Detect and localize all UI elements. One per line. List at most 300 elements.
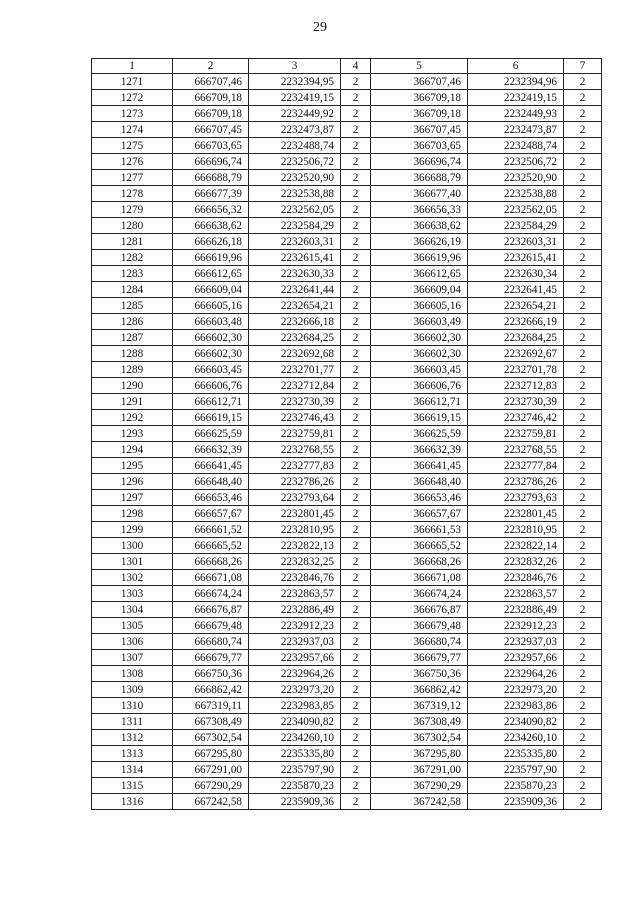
- cell-y-coordinate: 2232654,21: [249, 298, 341, 314]
- cell-x-coordinate: 666641,45: [173, 458, 249, 474]
- cell-accuracy-class: 2: [341, 234, 371, 250]
- cell-point-number: 1280: [92, 218, 173, 234]
- table-row: [92, 666, 602, 682]
- cell-method-code: 2: [564, 266, 602, 282]
- cell-method-code: 2: [564, 362, 602, 378]
- cell-point-number: 1278: [92, 186, 173, 202]
- cell-y-coordinate: 2235909,36: [249, 794, 341, 810]
- cell-point-number: 1298: [92, 506, 173, 522]
- cell-point-number: 1282: [92, 250, 173, 266]
- cell-y-coordinate: 2232488,74: [249, 138, 341, 154]
- table-row: [92, 282, 602, 298]
- cell-point-number: 1277: [92, 170, 173, 186]
- cell-accuracy-class: 2: [341, 330, 371, 346]
- cell-y-coordinate: 2232964,26: [249, 666, 341, 682]
- cell-accuracy-class: 2: [341, 618, 371, 634]
- cell-x-coordinate-new: 366619,96: [371, 250, 468, 266]
- table-row: [92, 730, 602, 746]
- cell-accuracy-class: 2: [341, 554, 371, 570]
- cell-method-code: 2: [564, 298, 602, 314]
- cell-y-coordinate-new: 2232701,78: [468, 362, 564, 378]
- cell-point-number: 1286: [92, 314, 173, 330]
- cell-y-coordinate: 2232832,25: [249, 554, 341, 570]
- table-row: [92, 186, 602, 202]
- cell-y-coordinate: 2232746,43: [249, 410, 341, 426]
- cell-x-coordinate: 666657,67: [173, 506, 249, 522]
- cell-x-coordinate: 666679,48: [173, 618, 249, 634]
- cell-y-coordinate-new: 2235797,90: [468, 762, 564, 778]
- cell-accuracy-class: 2: [341, 186, 371, 202]
- table-row: [92, 378, 602, 394]
- cell-point-number: 1279: [92, 202, 173, 218]
- cell-x-coordinate: 666606,76: [173, 378, 249, 394]
- cell-x-coordinate: 666648,40: [173, 474, 249, 490]
- cell-y-coordinate: 2232641,44: [249, 282, 341, 298]
- cell-y-coordinate: 2235797,90: [249, 762, 341, 778]
- cell-accuracy-class: 2: [341, 106, 371, 122]
- table-row: [92, 618, 602, 634]
- table-row: [92, 778, 602, 794]
- cell-point-number: 1296: [92, 474, 173, 490]
- cell-method-code: 2: [564, 490, 602, 506]
- cell-point-number: 1290: [92, 378, 173, 394]
- cell-method-code: 2: [564, 202, 602, 218]
- cell-accuracy-class: 2: [341, 570, 371, 586]
- cell-y-coordinate-new: 2232630,34: [468, 266, 564, 282]
- cell-y-coordinate-new: 2232666,19: [468, 314, 564, 330]
- cell-method-code: 2: [564, 698, 602, 714]
- cell-accuracy-class: 2: [341, 410, 371, 426]
- cell-method-code: 2: [564, 618, 602, 634]
- cell-point-number: 1291: [92, 394, 173, 410]
- table-row: [92, 362, 602, 378]
- cell-method-code: 2: [564, 138, 602, 154]
- cell-method-code: 2: [564, 538, 602, 554]
- cell-y-coordinate: 2232701,77: [249, 362, 341, 378]
- cell-point-number: 1273: [92, 106, 173, 122]
- cell-method-code: 2: [564, 650, 602, 666]
- cell-method-code: 2: [564, 778, 602, 794]
- cell-x-coordinate: 666612,71: [173, 394, 249, 410]
- cell-method-code: 2: [564, 730, 602, 746]
- cell-y-coordinate-new: 2232832,26: [468, 554, 564, 570]
- cell-y-coordinate: 2232538,88: [249, 186, 341, 202]
- cell-x-coordinate-new: 366606,76: [371, 378, 468, 394]
- cell-accuracy-class: 2: [341, 282, 371, 298]
- cell-accuracy-class: 2: [341, 314, 371, 330]
- table-row: [92, 634, 602, 650]
- cell-y-coordinate-new: 2232846,76: [468, 570, 564, 586]
- cell-y-coordinate: 2232615,41: [249, 250, 341, 266]
- cell-method-code: 2: [564, 506, 602, 522]
- cell-x-coordinate-new: 366609,04: [371, 282, 468, 298]
- cell-y-coordinate-new: 2232684,25: [468, 330, 564, 346]
- cell-x-coordinate-new: 367308,49: [371, 714, 468, 730]
- cell-accuracy-class: 2: [341, 202, 371, 218]
- cell-y-coordinate: 2232506,72: [249, 154, 341, 170]
- cell-point-number: 1288: [92, 346, 173, 362]
- cell-y-coordinate-new: 2234260,10: [468, 730, 564, 746]
- cell-method-code: 2: [564, 154, 602, 170]
- table-row: [92, 330, 602, 346]
- cell-y-coordinate: 2232712,84: [249, 378, 341, 394]
- cell-y-coordinate: 2232957,66: [249, 650, 341, 666]
- cell-x-coordinate: 666619,15: [173, 410, 249, 426]
- cell-x-coordinate: 666609,04: [173, 282, 249, 298]
- cell-x-coordinate: 666603,45: [173, 362, 249, 378]
- cell-y-coordinate: 2232863,57: [249, 586, 341, 602]
- cell-x-coordinate-new: 366619,15: [371, 410, 468, 426]
- cell-method-code: 2: [564, 394, 602, 410]
- cell-point-number: 1313: [92, 746, 173, 762]
- table-row: [92, 298, 602, 314]
- cell-x-coordinate: 666680,74: [173, 634, 249, 650]
- cell-accuracy-class: 2: [341, 122, 371, 138]
- table-body: [92, 74, 602, 810]
- cell-x-coordinate: 666674,24: [173, 586, 249, 602]
- cell-x-coordinate: 666612,65: [173, 266, 249, 282]
- cell-point-number: 1314: [92, 762, 173, 778]
- cell-method-code: 2: [564, 442, 602, 458]
- cell-method-code: 2: [564, 330, 602, 346]
- cell-x-coordinate: 666688,79: [173, 170, 249, 186]
- cell-y-coordinate-new: 2232786,26: [468, 474, 564, 490]
- cell-x-coordinate-new: 366707,45: [371, 122, 468, 138]
- cell-accuracy-class: 2: [341, 378, 371, 394]
- cell-x-coordinate: 666668,26: [173, 554, 249, 570]
- cell-point-number: 1304: [92, 602, 173, 618]
- cell-x-coordinate: 666638,62: [173, 218, 249, 234]
- table-row: [92, 506, 602, 522]
- cell-x-coordinate: 667319,11: [173, 698, 249, 714]
- cell-point-number: 1315: [92, 778, 173, 794]
- cell-x-coordinate-new: 366605,16: [371, 298, 468, 314]
- cell-method-code: 2: [564, 458, 602, 474]
- cell-x-coordinate-new: 367295,80: [371, 746, 468, 762]
- cell-y-coordinate: 2232684,25: [249, 330, 341, 346]
- cell-y-coordinate-new: 2234090,82: [468, 714, 564, 730]
- cell-x-coordinate: 667302,54: [173, 730, 249, 746]
- cell-x-coordinate-new: 366707,46: [371, 74, 468, 90]
- cell-x-coordinate: 666626,18: [173, 234, 249, 250]
- cell-x-coordinate-new: 366603,45: [371, 362, 468, 378]
- cell-x-coordinate-new: 366641,45: [371, 458, 468, 474]
- cell-x-coordinate-new: 366679,48: [371, 618, 468, 634]
- cell-x-coordinate-new: 366612,65: [371, 266, 468, 282]
- cell-accuracy-class: 2: [341, 746, 371, 762]
- table-row: [92, 458, 602, 474]
- table-row: [92, 746, 602, 762]
- cell-x-coordinate-new: 366680,74: [371, 634, 468, 650]
- cell-x-coordinate: 666605,16: [173, 298, 249, 314]
- cell-x-coordinate: 666661,52: [173, 522, 249, 538]
- table-row: [92, 490, 602, 506]
- cell-y-coordinate-new: 2232419,15: [468, 90, 564, 106]
- table-row: [92, 410, 602, 426]
- cell-point-number: 1297: [92, 490, 173, 506]
- cell-point-number: 1294: [92, 442, 173, 458]
- cell-y-coordinate: 2232801,45: [249, 506, 341, 522]
- cell-y-coordinate-new: 2232641,45: [468, 282, 564, 298]
- cell-y-coordinate: 2235870,23: [249, 778, 341, 794]
- cell-x-coordinate-new: 366665,52: [371, 538, 468, 554]
- table-row: [92, 474, 602, 490]
- cell-point-number: 1300: [92, 538, 173, 554]
- cell-x-coordinate-new: 366676,87: [371, 602, 468, 618]
- table-row: [92, 314, 602, 330]
- cell-x-coordinate: 666625,59: [173, 426, 249, 442]
- cell-x-coordinate: 666602,30: [173, 346, 249, 362]
- cell-accuracy-class: 2: [341, 714, 371, 730]
- cell-y-coordinate: 2232822,13: [249, 538, 341, 554]
- cell-x-coordinate-new: 366862,42: [371, 682, 468, 698]
- cell-x-coordinate-new: 366671,08: [371, 570, 468, 586]
- cell-x-coordinate-new: 366696,74: [371, 154, 468, 170]
- cell-accuracy-class: 2: [341, 666, 371, 682]
- cell-y-coordinate-new: 2232810,95: [468, 522, 564, 538]
- cell-method-code: 2: [564, 666, 602, 682]
- cell-accuracy-class: 2: [341, 538, 371, 554]
- table-row: [92, 122, 602, 138]
- cell-accuracy-class: 2: [341, 170, 371, 186]
- cell-y-coordinate-new: 2232730,39: [468, 394, 564, 410]
- cell-x-coordinate: 666677,39: [173, 186, 249, 202]
- cell-point-number: 1305: [92, 618, 173, 634]
- cell-y-coordinate-new: 2232886,49: [468, 602, 564, 618]
- cell-x-coordinate: 667308,49: [173, 714, 249, 730]
- cell-x-coordinate-new: 366709,18: [371, 106, 468, 122]
- table-row: [92, 74, 602, 90]
- table-row: [92, 554, 602, 570]
- cell-x-coordinate: 666703,65: [173, 138, 249, 154]
- cell-accuracy-class: 2: [341, 650, 371, 666]
- cell-accuracy-class: 2: [341, 762, 371, 778]
- cell-method-code: 2: [564, 74, 602, 90]
- cell-point-number: 1284: [92, 282, 173, 298]
- table-row: [92, 170, 602, 186]
- page-number: 29: [313, 20, 327, 35]
- cell-y-coordinate: 2232603,31: [249, 234, 341, 250]
- cell-accuracy-class: 2: [341, 138, 371, 154]
- column-header-3: 3: [249, 59, 341, 74]
- cell-y-coordinate-new: 2232449,93: [468, 106, 564, 122]
- cell-point-number: 1293: [92, 426, 173, 442]
- cell-x-coordinate-new: 367302,54: [371, 730, 468, 746]
- cell-method-code: 2: [564, 186, 602, 202]
- cell-x-coordinate-new: 367290,29: [371, 778, 468, 794]
- cell-point-number: 1275: [92, 138, 173, 154]
- cell-y-coordinate-new: 2232692,67: [468, 346, 564, 362]
- cell-point-number: 1292: [92, 410, 173, 426]
- cell-y-coordinate-new: 2232801,45: [468, 506, 564, 522]
- cell-y-coordinate-new: 2232973,20: [468, 682, 564, 698]
- cell-x-coordinate-new: 366602,30: [371, 346, 468, 362]
- cell-y-coordinate: 2232449,92: [249, 106, 341, 122]
- cell-y-coordinate: 2232937,03: [249, 634, 341, 650]
- cell-accuracy-class: 2: [341, 218, 371, 234]
- cell-x-coordinate-new: 366603,49: [371, 314, 468, 330]
- cell-y-coordinate: 2232912,23: [249, 618, 341, 634]
- table-row: [92, 154, 602, 170]
- table-row: [92, 90, 602, 106]
- cell-y-coordinate: 2234260,10: [249, 730, 341, 746]
- table-row: [92, 522, 602, 538]
- cell-y-coordinate: 2232983,85: [249, 698, 341, 714]
- cell-x-coordinate-new: 367319,12: [371, 698, 468, 714]
- cell-accuracy-class: 2: [341, 426, 371, 442]
- cell-y-coordinate: 2232419,15: [249, 90, 341, 106]
- cell-y-coordinate: 2232768,55: [249, 442, 341, 458]
- cell-y-coordinate: 2232692,68: [249, 346, 341, 362]
- column-header-5: 5: [371, 59, 468, 74]
- cell-accuracy-class: 2: [341, 522, 371, 538]
- cell-y-coordinate: 2232786,26: [249, 474, 341, 490]
- cell-point-number: 1285: [92, 298, 173, 314]
- cell-method-code: 2: [564, 570, 602, 586]
- cell-y-coordinate-new: 2232712,83: [468, 378, 564, 394]
- cell-y-coordinate-new: 2232654,21: [468, 298, 564, 314]
- cell-point-number: 1311: [92, 714, 173, 730]
- table-row: [92, 714, 602, 730]
- cell-x-coordinate: 666709,18: [173, 106, 249, 122]
- table-row: [92, 570, 602, 586]
- cell-point-number: 1295: [92, 458, 173, 474]
- cell-method-code: 2: [564, 314, 602, 330]
- cell-x-coordinate: 666676,87: [173, 602, 249, 618]
- table-row: [92, 266, 602, 282]
- cell-x-coordinate-new: 366657,67: [371, 506, 468, 522]
- cell-accuracy-class: 2: [341, 362, 371, 378]
- cell-x-coordinate: 666679,77: [173, 650, 249, 666]
- cell-x-coordinate-new: 366632,39: [371, 442, 468, 458]
- cell-accuracy-class: 2: [341, 154, 371, 170]
- cell-y-coordinate-new: 2232983,86: [468, 698, 564, 714]
- cell-accuracy-class: 2: [341, 250, 371, 266]
- cell-point-number: 1303: [92, 586, 173, 602]
- cell-x-coordinate-new: 366638,62: [371, 218, 468, 234]
- coordinates-table: [91, 58, 602, 810]
- table-row: [92, 106, 602, 122]
- cell-method-code: 2: [564, 346, 602, 362]
- cell-x-coordinate: 666632,39: [173, 442, 249, 458]
- cell-y-coordinate-new: 2232746,42: [468, 410, 564, 426]
- cell-x-coordinate-new: 366625,59: [371, 426, 468, 442]
- cell-x-coordinate: 666656,32: [173, 202, 249, 218]
- cell-accuracy-class: 2: [341, 346, 371, 362]
- cell-y-coordinate-new: 2232603,31: [468, 234, 564, 250]
- table-row: [92, 218, 602, 234]
- cell-y-coordinate-new: 2235870,23: [468, 778, 564, 794]
- table-row: [92, 762, 602, 778]
- cell-x-coordinate-new: 366626,19: [371, 234, 468, 250]
- cell-x-coordinate-new: 366674,24: [371, 586, 468, 602]
- cell-accuracy-class: 2: [341, 90, 371, 106]
- cell-y-coordinate-new: 2232822,14: [468, 538, 564, 554]
- table-row: [92, 650, 602, 666]
- cell-method-code: 2: [564, 602, 602, 618]
- cell-y-coordinate: 2232473,87: [249, 122, 341, 138]
- cell-point-number: 1272: [92, 90, 173, 106]
- cell-x-coordinate-new: 366668,26: [371, 554, 468, 570]
- cell-x-coordinate-new: 366703,65: [371, 138, 468, 154]
- cell-point-number: 1316: [92, 794, 173, 810]
- table-row: [92, 794, 602, 810]
- cell-accuracy-class: 2: [341, 698, 371, 714]
- cell-x-coordinate: 667295,80: [173, 746, 249, 762]
- cell-method-code: 2: [564, 474, 602, 490]
- cell-y-coordinate-new: 2232394,96: [468, 74, 564, 90]
- cell-y-coordinate-new: 2232863,57: [468, 586, 564, 602]
- cell-x-coordinate-new: 366661,53: [371, 522, 468, 538]
- cell-point-number: 1281: [92, 234, 173, 250]
- cell-y-coordinate-new: 2232759,81: [468, 426, 564, 442]
- cell-method-code: 2: [564, 794, 602, 810]
- cell-x-coordinate: 666707,46: [173, 74, 249, 90]
- cell-point-number: 1309: [92, 682, 173, 698]
- table-row: [92, 426, 602, 442]
- cell-method-code: 2: [564, 218, 602, 234]
- cell-x-coordinate-new: 366709,18: [371, 90, 468, 106]
- cell-method-code: 2: [564, 234, 602, 250]
- cell-point-number: 1271: [92, 74, 173, 90]
- cell-method-code: 2: [564, 378, 602, 394]
- cell-y-coordinate-new: 2232768,55: [468, 442, 564, 458]
- cell-point-number: 1306: [92, 634, 173, 650]
- cell-y-coordinate: 2232584,29: [249, 218, 341, 234]
- cell-y-coordinate: 2232730,39: [249, 394, 341, 410]
- cell-point-number: 1283: [92, 266, 173, 282]
- cell-point-number: 1307: [92, 650, 173, 666]
- cell-x-coordinate: 666603,48: [173, 314, 249, 330]
- cell-y-coordinate-new: 2232912,23: [468, 618, 564, 634]
- cell-y-coordinate: 2232394,95: [249, 74, 341, 90]
- cell-x-coordinate: 666602,30: [173, 330, 249, 346]
- cell-y-coordinate: 2232562,05: [249, 202, 341, 218]
- cell-method-code: 2: [564, 746, 602, 762]
- cell-x-coordinate: 667291,00: [173, 762, 249, 778]
- cell-accuracy-class: 2: [341, 442, 371, 458]
- cell-y-coordinate-new: 2232488,74: [468, 138, 564, 154]
- cell-accuracy-class: 2: [341, 794, 371, 810]
- cell-x-coordinate: 666665,52: [173, 538, 249, 554]
- cell-x-coordinate: 666707,45: [173, 122, 249, 138]
- cell-accuracy-class: 2: [341, 474, 371, 490]
- cell-x-coordinate: 667242,58: [173, 794, 249, 810]
- cell-y-coordinate-new: 2232584,29: [468, 218, 564, 234]
- cell-x-coordinate: 666862,42: [173, 682, 249, 698]
- cell-method-code: 2: [564, 586, 602, 602]
- cell-y-coordinate-new: 2235335,80: [468, 746, 564, 762]
- cell-method-code: 2: [564, 410, 602, 426]
- cell-accuracy-class: 2: [341, 506, 371, 522]
- cell-y-coordinate: 2232810,95: [249, 522, 341, 538]
- table-row: [92, 394, 602, 410]
- cell-accuracy-class: 2: [341, 634, 371, 650]
- cell-accuracy-class: 2: [341, 730, 371, 746]
- column-header-2: 2: [173, 59, 249, 74]
- column-header-4: 4: [341, 59, 371, 74]
- cell-method-code: 2: [564, 522, 602, 538]
- cell-x-coordinate-new: 366679,77: [371, 650, 468, 666]
- cell-accuracy-class: 2: [341, 394, 371, 410]
- cell-y-coordinate-new: 2232562,05: [468, 202, 564, 218]
- table-row: [92, 138, 602, 154]
- cell-y-coordinate-new: 2232506,72: [468, 154, 564, 170]
- cell-y-coordinate: 2232759,81: [249, 426, 341, 442]
- cell-method-code: 2: [564, 106, 602, 122]
- cell-x-coordinate-new: 366677,40: [371, 186, 468, 202]
- cell-method-code: 2: [564, 122, 602, 138]
